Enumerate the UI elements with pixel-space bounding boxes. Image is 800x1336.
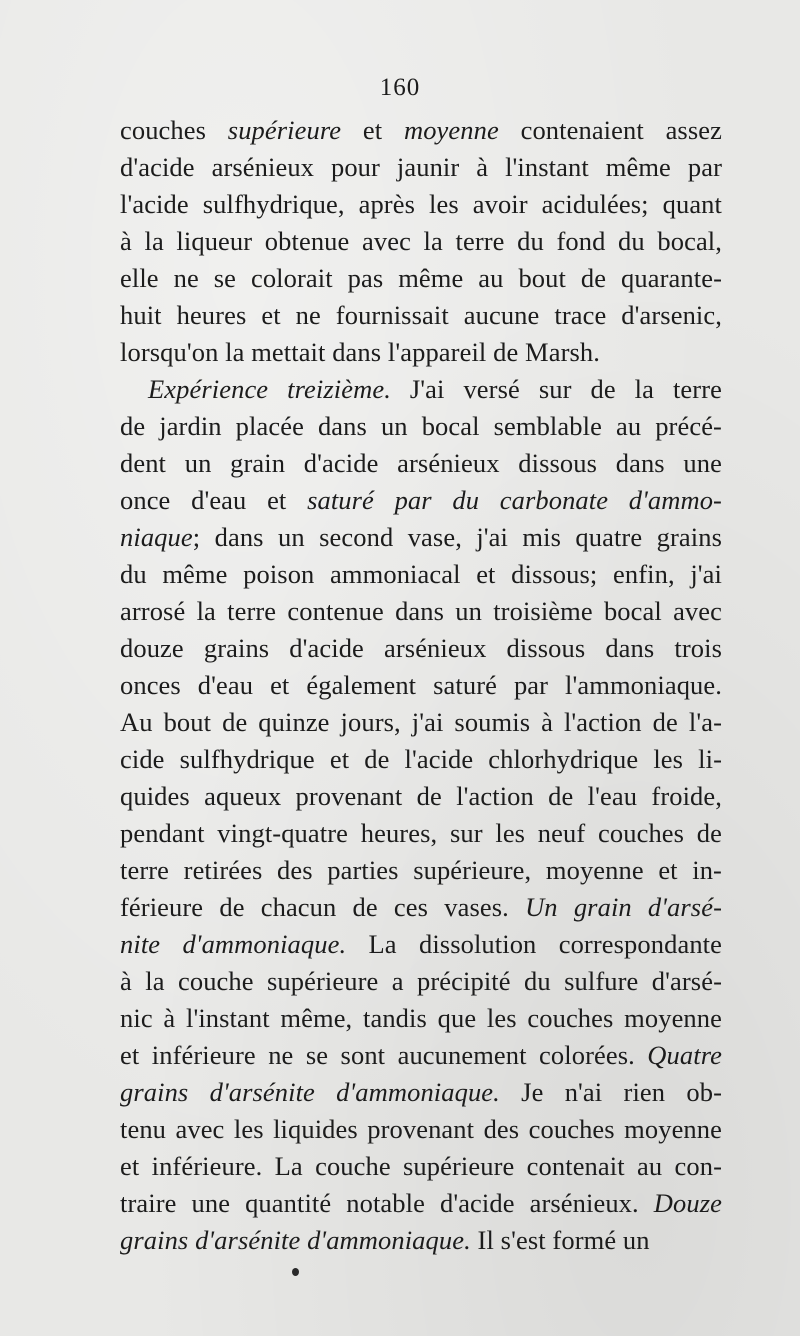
text-run: de jardin placée dans un bocal semblable au précé- bbox=[120, 411, 722, 441]
text-run: férieure de chacun de ces vases. bbox=[120, 892, 526, 922]
text-run: et bbox=[341, 115, 404, 145]
text-line bbox=[120, 371, 722, 408]
text-run: et inférieure ne se sont aucunement colorées. bbox=[120, 1040, 648, 1070]
text-run: elle ne se colorait pas même au bout de quarante- bbox=[120, 263, 722, 293]
text-run: onces d'eau et également saturé par l'ammoniaque. bbox=[120, 670, 722, 700]
italic-text-run: grains d'arsénite d'ammoniaque. bbox=[120, 1077, 500, 1107]
text-line bbox=[120, 482, 722, 519]
text-run: contenaient assez bbox=[498, 115, 722, 145]
italic-text-run: nite d'ammoniaque. bbox=[120, 929, 347, 959]
text-line bbox=[120, 223, 722, 260]
text-line bbox=[120, 519, 722, 556]
text-run: du même poison ammoniacal et dissous; enfin, j'ai bbox=[120, 559, 722, 589]
text-run: pendant vingt-quatre heures, sur les neuf couches de bbox=[120, 818, 722, 848]
italic-text-run: Douze bbox=[653, 1188, 722, 1218]
text-line bbox=[120, 1222, 722, 1259]
text-run: quides aqueux provenant de l'action de l'eau froide, bbox=[120, 781, 722, 811]
text-line bbox=[120, 778, 722, 815]
text-run: nic à l'instant même, tandis que les couches moyenne bbox=[120, 1003, 722, 1033]
text-line bbox=[120, 260, 722, 297]
text-line bbox=[120, 149, 722, 186]
text-line bbox=[120, 889, 722, 926]
text-run: terre retirées des parties supérieure, moyenne et in- bbox=[120, 855, 722, 885]
text-run: à la liqueur obtenue avec la terre du fond du bocal, bbox=[120, 226, 722, 256]
text-run: douze grains d'acide arsénieux dissous dans trois bbox=[120, 633, 722, 663]
text-line bbox=[120, 1185, 722, 1222]
text-line bbox=[120, 704, 722, 741]
text-run: et inférieure. La couche supérieure contenait au con- bbox=[120, 1151, 722, 1181]
text-line bbox=[120, 1111, 722, 1148]
text-run: couches bbox=[120, 115, 228, 145]
italic-text-run: Quatre bbox=[647, 1040, 722, 1070]
text-run: traire une quantité notable d'acide arsénieux. bbox=[120, 1188, 654, 1218]
text-line bbox=[120, 741, 722, 778]
text-line bbox=[120, 445, 722, 482]
text-line bbox=[120, 593, 722, 630]
text-run: ; dans un second vase, j'ai mis quatre grains bbox=[192, 522, 722, 552]
italic-text-run: niaque bbox=[120, 522, 193, 552]
text-run: cide sulfhydrique et de l'acide chlorhydrique les li- bbox=[120, 744, 722, 774]
text-run: d'acide arsénieux pour jaunir à l'instant même par bbox=[120, 152, 722, 182]
text-run: tenu avec les liquides provenant des couches moyenne bbox=[120, 1114, 722, 1144]
text-run: Je n'ai rien ob- bbox=[499, 1077, 722, 1107]
italic-text-run: Un grain d'arsé- bbox=[525, 892, 723, 922]
text-line bbox=[120, 1148, 722, 1185]
text-run: l'acide sulfhydrique, après les avoir acidulées; quant bbox=[120, 189, 722, 219]
text-line bbox=[120, 112, 722, 149]
italic-text-run: saturé par du carbonate d'ammo- bbox=[307, 485, 722, 515]
text-run: lorsqu'on la mettait dans l'appareil de Marsh. bbox=[120, 337, 600, 367]
italic-text-run: moyenne bbox=[403, 115, 499, 145]
text-line bbox=[120, 815, 722, 852]
text-line bbox=[120, 630, 722, 667]
text-line bbox=[120, 852, 722, 889]
text-run: à la couche supérieure a précipité du sulfure d'arsé- bbox=[120, 966, 722, 996]
text-line bbox=[120, 926, 722, 963]
text-run: La dissolution correspondante bbox=[346, 929, 722, 959]
ink-spot bbox=[292, 1268, 299, 1276]
text-line bbox=[120, 297, 722, 334]
text-line bbox=[120, 408, 722, 445]
page-number: 160 bbox=[379, 74, 421, 101]
text-line bbox=[120, 1074, 722, 1111]
text-run: Il s'est formé un bbox=[470, 1225, 650, 1255]
text-line bbox=[120, 1000, 722, 1037]
text-run: once d'eau et bbox=[120, 485, 308, 515]
body-text bbox=[120, 112, 722, 1259]
text-run: Au bout de quinze jours, j'ai soumis à l'action de l'a- bbox=[120, 707, 722, 737]
text-run: arrosé la terre contenue dans un troisième bocal avec bbox=[120, 596, 722, 626]
text-line bbox=[120, 334, 722, 371]
text-line bbox=[120, 963, 722, 1000]
text-line bbox=[120, 1037, 722, 1074]
italic-text-run: Expérience treizième. bbox=[148, 374, 391, 404]
text-line bbox=[120, 667, 722, 704]
text-line bbox=[120, 556, 722, 593]
italic-text-run: grains d'arsénite d'ammoniaque. bbox=[120, 1225, 471, 1255]
text-run: dent un grain d'acide arsénieux dissous dans une bbox=[120, 448, 722, 478]
text-run: huit heures et ne fournissait aucune trace d'arsenic, bbox=[120, 300, 722, 330]
text-run: J'ai versé sur de la terre bbox=[390, 374, 722, 404]
text-line bbox=[120, 186, 722, 223]
italic-text-run: supérieure bbox=[227, 115, 342, 145]
